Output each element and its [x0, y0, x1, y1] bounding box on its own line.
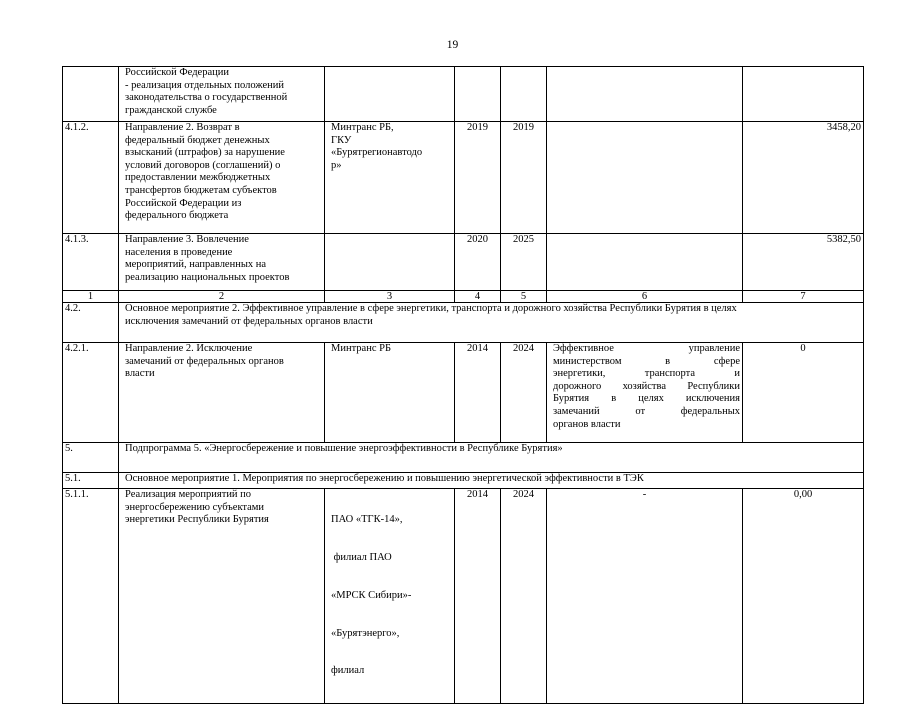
cell-end-year: 2025 — [501, 234, 547, 291]
cell-executor: ПАО «ТГК-14», филиал ПАО «МРСК Сибири»- «Бурятэнерго», филиал — [325, 489, 455, 704]
cell-start-year: 2019 — [455, 122, 501, 234]
column-number: 6 — [547, 291, 743, 303]
cell-description: Направление 2. Исключение замечаний от федеральных органов власти — [119, 343, 325, 443]
section-row — [63, 443, 864, 473]
table-row — [63, 122, 864, 234]
column-number: 2 — [119, 291, 325, 303]
cell-description: Российской Федерации - реализация отдельных положений законодательства о государственной гражданской службе — [119, 67, 325, 122]
column-number: 5 — [501, 291, 547, 303]
cell-executor: Минтранс РБ, ГКУ «Бурятрегионавтодо р» — [325, 122, 455, 234]
cell-end-year: 2019 — [501, 122, 547, 234]
column-number: 3 — [325, 291, 455, 303]
table-row — [63, 343, 864, 443]
cell-value: 3458,20 — [743, 122, 864, 234]
section-row — [63, 473, 864, 489]
table-row — [63, 489, 864, 704]
cell-description: Направление 2. Возврат в федеральный бюджет денежных взысканий (штрафов) за нарушение условий договоров (соглашений) о предоставлении межбюджетных трансфертов бюджетам субъектов Российской Федерации из федерального бюджета — [119, 122, 325, 234]
cell-description: Реализация мероприятий по энергосбережению субъектами энергетики Республики Бурятия — [119, 489, 325, 704]
cell-num: 4.1.3. — [63, 234, 119, 291]
section-title: Основное мероприятие 2. Эффективное управление в сфере энергетики, транспорта и дорожного хозяйства Республики Бурятия в целях исключения замечаний от федеральных органов власти — [119, 303, 864, 343]
column-number: 1 — [63, 291, 119, 303]
cell-executor — [325, 234, 455, 291]
cell-start-year: 2014 — [455, 343, 501, 443]
table-row — [63, 67, 864, 122]
table-row — [63, 234, 864, 291]
cell-num: 5.1.1. — [63, 489, 119, 704]
cell-num: 4.1.2. — [63, 122, 119, 234]
cell-num: 5.1. — [63, 473, 119, 489]
cell-end-year: 2024 — [501, 343, 547, 443]
cell-value: 0 — [743, 343, 864, 443]
cell-end-year: 2024 — [501, 489, 547, 704]
column-number: 4 — [455, 291, 501, 303]
cell-start-year: 2014 — [455, 489, 501, 704]
program-table — [62, 66, 864, 704]
section-title: Основное мероприятие 1. Мероприятия по энергосбережению и повышению энергетической эффективности в ТЭК — [119, 473, 864, 489]
cell-num: 5. — [63, 443, 119, 473]
cell-num — [63, 67, 119, 122]
page-number: 19 — [446, 39, 459, 51]
cell-value: 0,00 — [743, 489, 864, 704]
cell-executor: Минтранс РБ — [325, 343, 455, 443]
section-title: Подпрограмма 5. «Энергосбережение и повышение энергоэффективности в Республике Бурятия» — [119, 443, 864, 473]
cell-result: Эффективное управление министерством в сфере энергетики, транспорта и дорожного хозяйства Республики Бурятия в целях исключения замечаний от федеральных органов власти — [547, 343, 743, 443]
section-row — [63, 303, 864, 343]
cell-result: - — [547, 489, 743, 704]
column-number: 7 — [743, 291, 864, 303]
cell-value: 5382,50 — [743, 234, 864, 291]
cell-result — [547, 234, 743, 291]
cell-num: 4.2.1. — [63, 343, 119, 443]
cell-num: 4.2. — [63, 303, 119, 343]
column-number-row — [63, 291, 864, 303]
cell-description: Направление 3. Вовлечение населения в проведение мероприятий, направленных на реализацию национальных проектов — [119, 234, 325, 291]
cell-result — [547, 122, 743, 234]
cell-start-year: 2020 — [455, 234, 501, 291]
